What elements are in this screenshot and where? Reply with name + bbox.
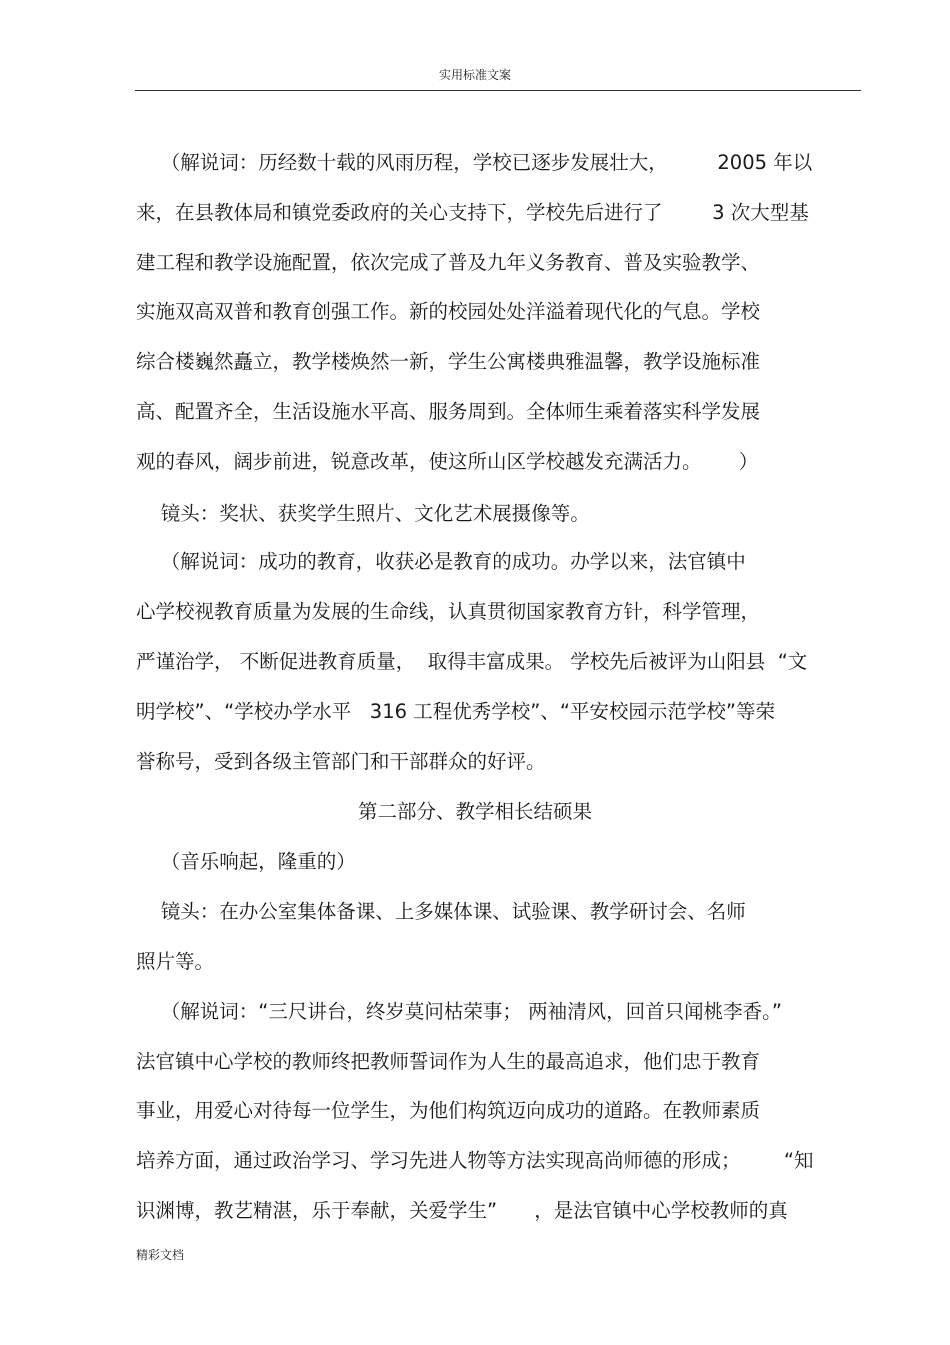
text-line: 综合楼巍然矗立，教学楼焕然一新，学生公寓楼典雅温馨，教学设施标准 [136, 350, 761, 373]
text-line: （解说词：成功的教育，收获必是教育的成功。办学以来，法官镇中 [136, 550, 746, 573]
text-line: （音乐响起，隆重的） [136, 850, 356, 873]
header-rule [135, 90, 861, 91]
section-heading: 第二部分、教学相长结硕果 [357, 800, 592, 823]
text-line: 照片等。 [136, 950, 215, 973]
text-line: （解说词：“三尺讲台，终岁莫问枯荣事； 两袖清风，回首只闻桃李香。” [136, 1000, 782, 1023]
text-line: 法官镇中心学校的教师终把教师誓词作为人生的最高追求，他们忠于教育 [136, 1050, 761, 1073]
text-line: 来，在县教体局和镇党委政府的关心支持下，学校先后进行了 3 次大型基 [136, 201, 809, 224]
text-line: 明学校”、“学校办学水平 316 工程优秀学校”、“平安校园示范学校”等荣 [136, 700, 776, 723]
text-line: 心学校视教育质量为发展的生命线，认真贯彻国家教育方针，科学管理， [136, 600, 761, 623]
text-line: 镜头：奖状、获奖学生照片、文化艺术展摄像等。 [136, 502, 590, 525]
text-line: 识渊博，教艺精湛，乐于奉献，关爱学生” ，是法官镇中心学校教师的真 [136, 1199, 788, 1222]
text-line: 建工程和教学设施配置，依次完成了普及九年义务教育、普及实验教学、 [136, 251, 761, 274]
page-footer: 精彩文档 [136, 1248, 185, 1262]
page-header: 实用标准文案 [438, 68, 511, 82]
text-line: 高、配置齐全，生活设施水平高、服务周到。全体师生乘着落实科学发展 [136, 400, 761, 423]
text-line: 实施双高双普和教育创强工作。新的校园处处洋溢着现代化的气息。学校 [136, 300, 761, 323]
text-line: 培养方面，通过政治学习、学习先进人物等方法实现高尚师德的形成； “知 [136, 1149, 814, 1172]
text-line: 事业，用爱心对待每一位学生，为他们构筑迈向成功的道路。在教师素质 [136, 1099, 761, 1122]
text-line: 镜头：在办公室集体备课、上多媒体课、试验课、教学研讨会、名师 [136, 900, 746, 923]
text-line: （解说词：历经数十载的风雨历程，学校已逐步发展壮大， 2005 年以 [136, 151, 813, 174]
text-line: 严谨治学， 不断促进教育质量， 取得丰富成果。 学校先后被评为山阳县 “文 [136, 650, 808, 673]
text-line: 观的春风，阔步前进，锐意改革，使这所山区学校越发充满活力。 ） [136, 450, 759, 473]
text-line: 誉称号，受到各级主管部门和干部群众的好评。 [136, 750, 546, 773]
